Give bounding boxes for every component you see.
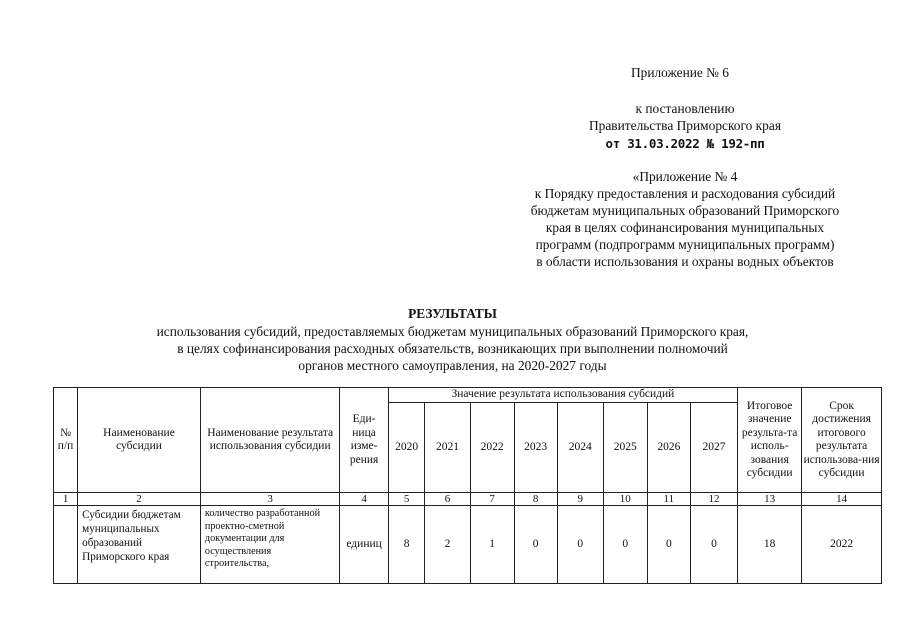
column-number: 3 [200,493,340,506]
row-value: 8 [388,506,425,584]
row-value: 0 [647,506,690,584]
row-value: 0 [557,506,603,584]
row-deadline: 2022 [802,506,882,584]
column-number: 11 [647,493,690,506]
header-year: 2027 [690,403,737,493]
header-result-name: Наименование результата использования субсидии [200,388,340,493]
header-year: 2023 [514,403,557,493]
header-year: 2020 [388,403,425,493]
column-number: 12 [690,493,737,506]
header-subsidy-name: Наименование субсидии [78,388,201,493]
header-year: 2021 [425,403,470,493]
header-deadline: Срок достижения итогового результата использова-ния субсидии [802,388,882,493]
title-line3: органов местного самоуправления, на 2020-2027 годы [298,358,607,373]
resolution-line2: Правительства Приморского края [589,118,781,133]
resolution-stamp: от 31.03.2022 № 192-пп [605,136,765,151]
row-num [54,506,78,584]
header-num: № п/п [54,388,78,493]
column-number: 9 [557,493,603,506]
results-table [53,387,882,584]
row-value: 2 [425,506,470,584]
row-value: 0 [690,506,737,584]
appendix4-line6: в области использования и охраны водных объектов [536,254,834,269]
row-value: 1 [470,506,514,584]
header-year: 2022 [470,403,514,493]
header-year: 2025 [603,403,647,493]
header-unit: Еди-ница изме-рения [340,388,388,493]
header-year: 2024 [557,403,603,493]
table-row [54,506,882,584]
column-number: 13 [738,493,802,506]
header-final-value: Итоговое значение результа-та исполь-зования субсидии [738,388,802,493]
resolution-line1: к постановлению [635,101,735,116]
column-number: 7 [470,493,514,506]
column-number: 10 [603,493,647,506]
appendix4-line3: бюджетам муниципальных образований Приморского [530,203,840,218]
title-line2: в целях софинансирования расходных обязательств, возникающих при выполнении полномочий [177,341,728,356]
row-value: 0 [603,506,647,584]
column-number: 6 [425,493,470,506]
column-number: 5 [388,493,425,506]
appendix4-line1: «Приложение № 4 [632,169,738,184]
appendix4-line4: края в целях софинансирования муниципальных [545,220,825,235]
column-number: 8 [514,493,557,506]
row-unit: единиц [340,506,388,584]
title-line1: использования субсидий, предоставляемых бюджетам муниципальных образований Приморского края, [156,324,749,339]
appendix4-line2: к Порядку предоставления и расходования субсидий [534,186,836,201]
column-number: 14 [802,493,882,506]
header-values-group: Значение результата использования субсидий [388,388,737,403]
column-number: 1 [54,493,78,506]
row-result-name: количество разработанной проектно-сметной документации для осуществления строительства, [200,506,340,584]
appendix-label: Приложение № 6 [630,65,730,80]
header-year: 2026 [647,403,690,493]
row-subsidy-name: Субсидии бюджетам муниципальных образований Приморского края [78,506,201,584]
column-number: 4 [340,493,388,506]
appendix4-line5: программ (подпрограмм муниципальных программ) [535,237,835,252]
row-final-value: 18 [738,506,802,584]
column-number: 2 [78,493,201,506]
row-value: 0 [514,506,557,584]
document-heading: РЕЗУЛЬТАТЫ [408,306,497,321]
